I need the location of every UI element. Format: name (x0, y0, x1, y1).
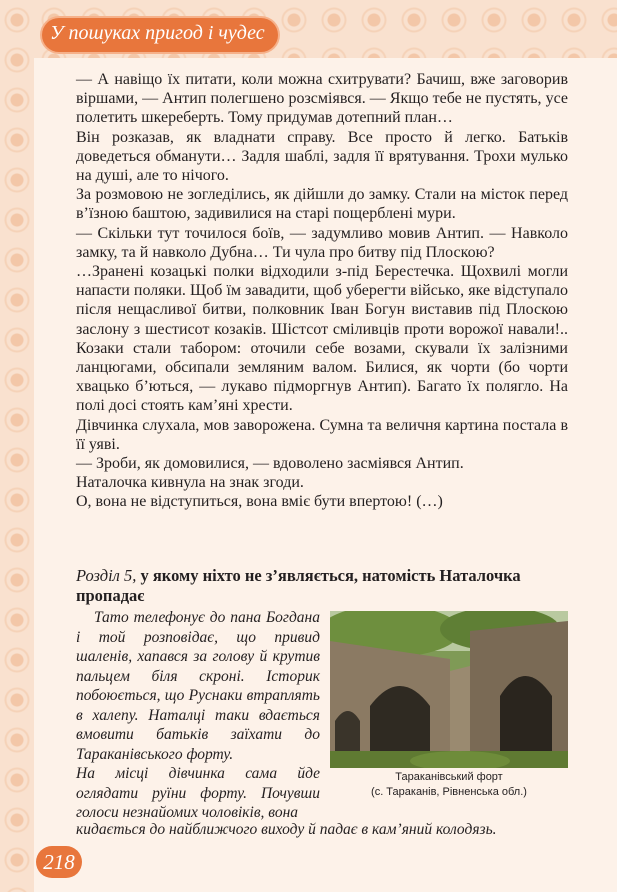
paragraph: — Скільки тут точилося боїв, — задумливо мовив Антип. — Навколо замку, та й навколо Дубна… Ти чула про битву під Плоскою? (76, 224, 568, 261)
chapter-summary (76, 608, 320, 823)
page-number: 218 (43, 850, 75, 874)
decorative-left-border (0, 0, 34, 892)
paragraph: Дівчинка слухала, мов заворожена. Сумна та величня картина постала в її уяві. (76, 416, 568, 453)
chapter-title: у якому ніхто не з’являється, натомість Наталочка пропадає (76, 566, 521, 605)
summary-last-line: кидається до найближчого виходу й падає в кам’яний колодязь. (76, 821, 497, 838)
paragraph: — А навіщо їх питати, коли можна схитрувати? Бачиш, вже заговорив віршами, — Антип полегшено розсміявся. — Якщо тебе не пустять, усе полетить шкереберть. Тому придумав дотепний план… (76, 71, 568, 127)
photo-caption (330, 770, 568, 800)
caption-line: Тараканівський форт (395, 771, 503, 783)
paragraph: …Зранені козацькі полки відходили з-під Берестечка. Щохвилі могли напасти поляки. Щоб їм завадити, щоб уберегти військо, яке відступало після нещасливої битви, полковник Іван Богун виставив під Плоскою заслону з шестисот козаків. Шістсот сміливців проти ворожої навали!.. Козаки стали табором: оточили себе возами, скували їх залізними ланцюгами, обсипали земляним валом. Билися, як чорти (бо чорти хвацько б’ються, — лукаво підморгнув Антип). Багато їх полягло. На полі досі стоять кам’яні хрести. (76, 263, 568, 415)
header-title: У пошуках пригод і чудес (50, 22, 265, 44)
chapter-label: Розділ 5, (76, 566, 137, 585)
paragraph: За розмовою не зогледілись, як дійшли до замку. Стали на місток перед в’їзною баштою, задивилися на старі пощерблені мури. (76, 186, 568, 223)
fort-photo (330, 611, 568, 768)
paragraph: — Зроби, як домовилися, — вдоволено засміявся Антип. (76, 455, 464, 473)
caption-line: (с. Тараканів, Рівненська обл.) (371, 786, 527, 798)
summary-paragraph: На місці дівчинка сама йде оглядати руїни форту. Почувши голоси незнайомих чоловіків, вона (76, 765, 320, 821)
paragraph: Наталочка кивнула на знак згоди. (76, 474, 304, 492)
chapter-heading (76, 566, 568, 605)
fort-ruins-image (330, 611, 568, 768)
summary-paragraph: Тато телефонує до пана Богдана і той розповідає, що привид шаленів, хапався за голову й крутив пальцем біля скроні. Історик побоюється, що Руснаки втраплять в халепу. Наталці таки вдається вмовити батьків заїхати до Тараканівського форту. (76, 609, 320, 763)
paragraph: Він розказав, як владнати справу. Все просто й легко. Батьків доведеться обманути… Задля шаблі, задля її врятування. Трохи мулько на душі, але то нічого. (76, 128, 568, 185)
paragraph: О, вона не відступиться, вона вміє бути впертою! (…) (76, 493, 443, 511)
story-text (76, 70, 568, 512)
